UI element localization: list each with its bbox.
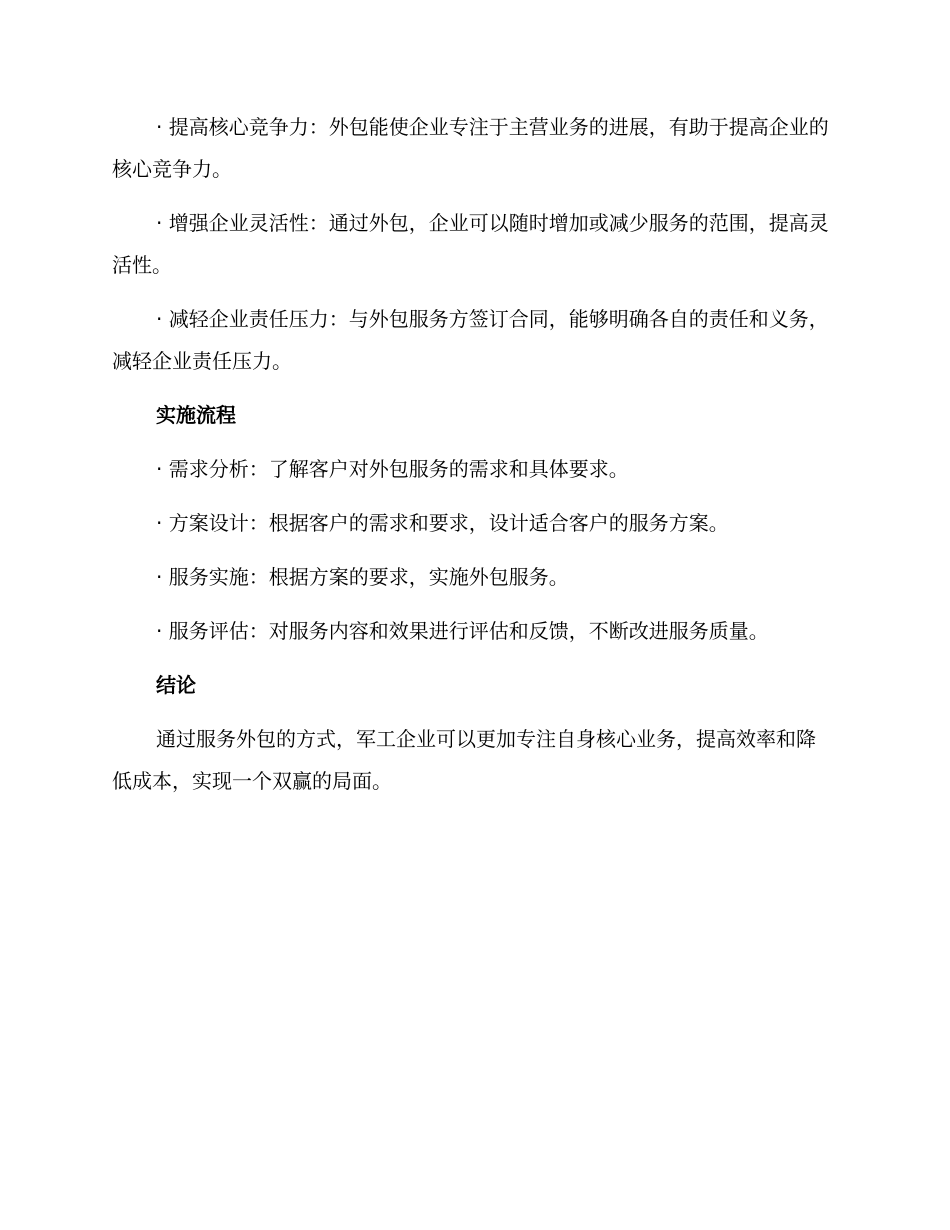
bullet-needs-analysis: · 需求分析：了解客户对外包服务的需求和具体要求。 bbox=[156, 457, 629, 481]
bullet-flexibility: · 增强企业灵活性：通过外包，企业可以随时增加或减少服务的范围，提高灵活性。 bbox=[112, 211, 829, 277]
bullet-solution-design: · 方案设计：根据客户的需求和要求，设计适合客户的服务方案。 bbox=[156, 511, 729, 535]
bullet-service-implementation: · 服务实施：根据方案的要求，实施外包服务。 bbox=[156, 565, 569, 589]
heading-implementation: 实施流程 bbox=[156, 403, 236, 427]
bullet-service-evaluation: · 服务评估：对服务内容和效果进行评估和反馈，不断改进服务质量。 bbox=[156, 619, 769, 643]
bullet-core-competitiveness: · 提高核心竞争力：外包能使企业专注于主营业务的进展，有助于提高企业的核心竞争力。 bbox=[112, 115, 829, 181]
conclusion-paragraph: 通过服务外包的方式，军工企业可以更加专注自身核心业务，提高效率和降低成本，实现一个双赢的局面。 bbox=[112, 727, 816, 793]
bullet-responsibility: · 减轻企业责任压力：与外包服务方签订合同，能够明确各自的责任和义务，减轻企业责任压力。 bbox=[112, 307, 829, 373]
document-body bbox=[112, 106, 832, 814]
heading-conclusion: 结论 bbox=[156, 673, 196, 697]
